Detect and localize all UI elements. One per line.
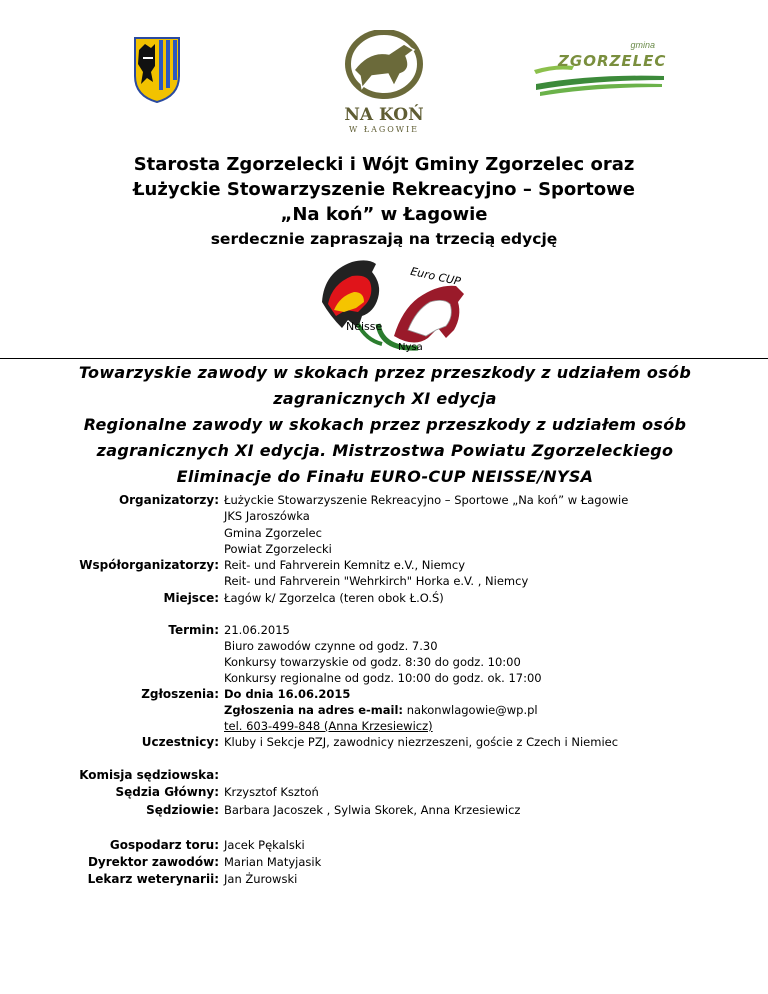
regional-competitions: Konkursy regionalne od godz. 10:00 do godz. ok. 17:00	[224, 671, 542, 685]
entries-phone[interactable]: tel. 603-499-848 (Anna Krzesiewicz)	[224, 719, 433, 733]
jury-label: Komisja sędziowska:	[79, 768, 219, 782]
entries-row	[0, 686, 768, 702]
coat-of-arms-logo	[133, 36, 181, 104]
event-title	[60, 360, 710, 490]
participants-label: Uczestnicy:	[141, 735, 219, 749]
entries-deadline: Do dnia 16.06.2015	[224, 687, 351, 701]
title-line-4: zagranicznych XI edycja. Mistrzostwa Powiatu Zgorzeleckiego	[96, 441, 674, 460]
divider-rule	[0, 358, 768, 359]
euro-cup-logo	[318, 254, 468, 358]
place-value: Łagów k/ Zgorzelca (teren obok Ł.O.Ś)	[224, 591, 444, 605]
director-row	[0, 854, 768, 870]
title-line-5: Eliminacje do Finału EURO-CUP NEISSE/NYSA	[176, 467, 594, 486]
friendly-competitions: Konkursy towarzyskie od godz. 8:30 do godz. 10:00	[224, 655, 521, 669]
date-label: Termin:	[168, 623, 219, 637]
date-value: 21.06.2015	[224, 623, 290, 637]
title-line-2: zagranicznych XI edycja	[273, 389, 497, 408]
place-row	[0, 590, 768, 606]
vet-label: Lekarz weterynarii:	[87, 872, 219, 886]
vet-value: Jan Żurowski	[224, 872, 298, 886]
title-line-1: Towarzyskie zawody w skokach przez przeszkody z udziałem osób	[78, 363, 692, 382]
gmina-zgorzelec-logo	[534, 40, 669, 100]
organizer-2: JKS Jaroszówka	[224, 509, 310, 523]
head-judge-row	[0, 784, 768, 800]
head-judge-label: Sędzia Główny:	[115, 785, 219, 799]
organizer-1: Łużyckie Stowarzyszenie Rekreacyjno – Sportowe „Na koń” w Łagowie	[224, 493, 629, 507]
entries-email-label: Zgłoszenia na adres e-mail:	[224, 703, 404, 717]
gmina-label: gmina	[630, 40, 655, 50]
judges-value: Barbara Jacoszek , Sylwia Skorek, Anna Krzesiewicz	[224, 803, 521, 817]
place-label: Miejsce:	[163, 591, 219, 605]
judges-label: Sędziowie:	[146, 803, 219, 817]
participants-row	[0, 734, 768, 750]
nysa-text: Nysa	[398, 342, 423, 353]
entries-label: Zgłoszenia:	[141, 687, 219, 701]
header-line-1: Starosta Zgorzelecki i Wójt Gminy Zgorzelec oraz	[133, 154, 635, 175]
course-builder-value: Jacek Pękalski	[224, 838, 305, 852]
director-value: Marian Matyjasik	[224, 855, 322, 869]
course-builder-row	[0, 837, 768, 853]
co-organizer-2: Reit- und Fahrverein "Wehrkirch" Horka e.V. , Niemcy	[224, 574, 529, 588]
entries-email[interactable]: nakonwlagowie@wp.pl	[406, 703, 538, 717]
date-row	[0, 622, 768, 638]
organizers-label: Organizatorzy:	[118, 493, 219, 507]
co-organizer-1: Reit- und Fahrverein Kemnitz e.V., Niemcy	[224, 558, 466, 572]
neisse-text: Neisse	[346, 320, 383, 333]
entries-email-line	[224, 702, 538, 718]
jury-row	[0, 767, 768, 783]
judges-row	[0, 802, 768, 818]
vet-row	[0, 871, 768, 887]
course-builder-label: Gospodarz toru:	[109, 838, 219, 852]
organizer-4: Powiat Zgorzelecki	[224, 542, 332, 556]
participants-value: Kluby i Sekcje PZJ, zawodnicy niezrzeszeni, goście z Czech i Niemiec	[224, 735, 619, 749]
office-hours: Biuro zawodów czynne od godz. 7.30	[224, 639, 438, 653]
na-kon-logo-text: NA KOŃ	[344, 105, 424, 125]
euro-cup-text: Euro CUP	[409, 264, 462, 289]
organizer-3: Gmina Zgorzelec	[224, 526, 322, 540]
title-line-3: Regionalne zawody w skokach przez przeszkody z udziałem osób	[83, 415, 687, 434]
na-kon-logo	[334, 30, 434, 134]
header-line-3: „Na koń” w Łagowie	[280, 204, 488, 225]
co-organizers-row	[0, 557, 768, 573]
header-line-4: serdecznie zapraszają na trzecią edycję	[210, 230, 558, 248]
co-organizers-label: Współorganizatorzy:	[79, 558, 219, 572]
header-line-2: Łużyckie Stowarzyszenie Rekreacyjno – Sportowe	[133, 179, 635, 200]
director-label: Dyrektor zawodów:	[87, 855, 219, 869]
na-kon-logo-subtext: W ŁAGOWIE	[348, 125, 420, 134]
organizers-row	[0, 492, 768, 508]
head-judge-value: Krzysztof Ksztoń	[224, 785, 319, 799]
zgorzelec-logo-text: ZGORZELEC	[558, 52, 667, 70]
